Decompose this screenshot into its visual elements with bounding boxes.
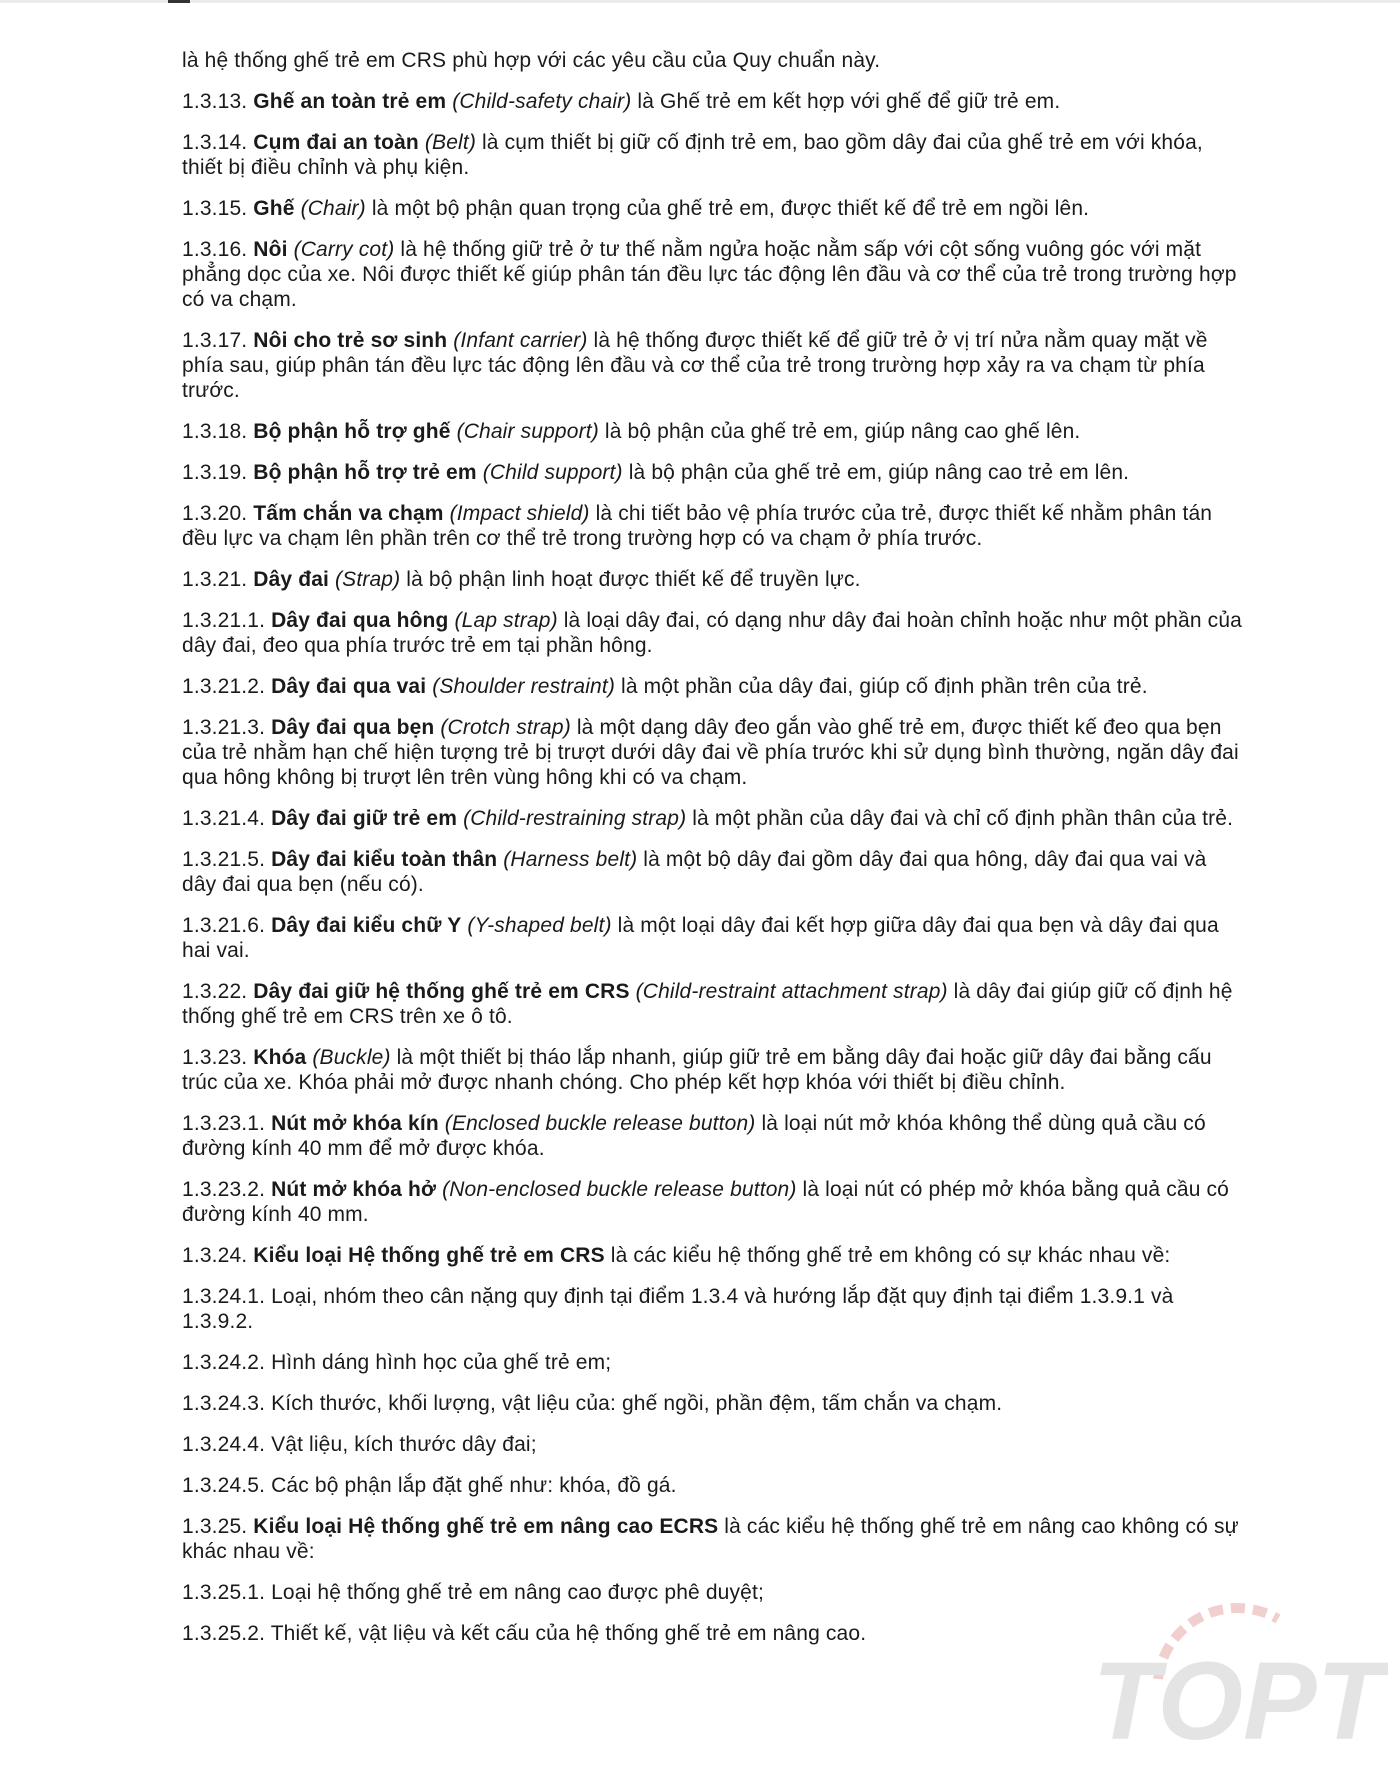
- clause-number: 1.3.25.: [182, 1515, 248, 1538]
- term-english: (Chair): [300, 197, 366, 220]
- clause-number: 1.3.20.: [182, 502, 248, 525]
- term-bold: Cụm đai an toàn: [253, 131, 419, 154]
- paragraph-text: Thiết kế, vật liệu và kết cấu của hệ thống ghế trẻ em nâng cao.: [270, 1622, 867, 1645]
- term-english: (Lap strap): [454, 609, 558, 632]
- term-english: (Non-enclosed buckle release button): [442, 1178, 797, 1201]
- paragraph: [182, 419, 1242, 444]
- topt-watermark-logo: [1088, 1589, 1388, 1759]
- paragraph-text: là dây đai giúp giữ cố định hệ thống ghế trẻ em CRS trên xe ô tô.: [182, 980, 1233, 1028]
- paragraph-text: là một phần của dây đai và chỉ cố định phần thân của trẻ.: [692, 807, 1234, 830]
- paragraph-text: là bộ phận linh hoạt được thiết kế để truyền lực.: [406, 568, 861, 591]
- paragraph-text: Vật liệu, kích thước dây đai;: [271, 1433, 537, 1456]
- term-bold: Nôi: [253, 238, 288, 261]
- paragraph: [182, 196, 1242, 221]
- paragraph: [182, 1621, 1242, 1646]
- clause-number: 1.3.13.: [182, 90, 248, 113]
- paragraph-text: là các kiểu hệ thống ghế trẻ em không có sự khác nhau về:: [610, 1244, 1171, 1267]
- paragraph: [182, 1391, 1242, 1416]
- term-bold: Khóa: [253, 1046, 307, 1069]
- paragraph-text: Các bộ phận lắp đặt ghế như: khóa, đồ gá.: [271, 1474, 677, 1497]
- paragraph: [182, 130, 1242, 180]
- watermark-text: TOPT: [1092, 1640, 1384, 1759]
- term-english: (Harness belt): [503, 848, 638, 871]
- paragraph: [182, 460, 1242, 485]
- paragraph-text: là một thiết bị tháo lắp nhanh, giúp giữ trẻ em bằng dây đai hoặc giữ dây đai bằng cấu trúc của xe. Khóa phải mở được nhanh chóng. Cho phép kết hợp khóa với thiết bị điều chỉnh.: [182, 1046, 1212, 1094]
- paragraph: [182, 1514, 1242, 1564]
- term-english: (Chair support): [456, 420, 599, 443]
- clause-number: 1.3.24.: [182, 1244, 248, 1267]
- paragraph: [182, 913, 1242, 963]
- clause-number: 1.3.19.: [182, 461, 248, 484]
- paragraph: [182, 847, 1242, 897]
- term-bold: Dây đai kiểu toàn thân: [271, 848, 498, 871]
- page-top-edge: [0, 0, 1400, 3]
- term-bold: Bộ phận hỗ trợ trẻ em: [253, 461, 477, 484]
- paragraph: [182, 674, 1242, 699]
- clause-number: 1.3.24.1.: [182, 1285, 266, 1308]
- clause-number: 1.3.23.1.: [182, 1112, 266, 1135]
- paragraph: [182, 1177, 1242, 1227]
- clause-number: 1.3.25.1.: [182, 1581, 266, 1604]
- term-bold: Dây đai qua bẹn: [271, 716, 435, 739]
- clause-number: 1.3.21.1.: [182, 609, 266, 632]
- paragraph-text: là bộ phận của ghế trẻ em, giúp nâng cao trẻ em lên.: [628, 461, 1130, 484]
- term-bold: Nút mở khóa kín: [271, 1112, 439, 1135]
- paragraph-text: là một dạng dây đeo gắn vào ghế trẻ em, được thiết kế đeo qua bẹn của trẻ nhằm hạn chế hiện tượng trẻ bị trượt dưới dây đai về phía trước khi sử dụng bình thường, ngăn dây đai qua hông không bị trượt lên trên vùng hông khi có va chạm.: [182, 716, 1239, 789]
- term-english: (Enclosed buckle release button): [444, 1112, 756, 1135]
- paragraph: [182, 1350, 1242, 1375]
- term-english: (Child-safety chair): [452, 90, 632, 113]
- paragraph: [182, 237, 1242, 312]
- paragraph: [182, 608, 1242, 658]
- paragraph: [182, 806, 1242, 831]
- term-bold: Nút mở khóa hở: [271, 1178, 437, 1201]
- clause-number: 1.3.21.2.: [182, 675, 266, 698]
- paragraph: [182, 1111, 1242, 1161]
- term-bold: Bộ phận hỗ trợ ghế: [253, 420, 451, 443]
- paragraph-text: Kích thước, khối lượng, vật liệu của: ghế ngồi, phần đệm, tấm chắn va chạm.: [271, 1392, 1003, 1415]
- clause-number: 1.3.24.2.: [182, 1351, 266, 1374]
- term-bold: Kiểu loại Hệ thống ghế trẻ em nâng cao ECRS: [253, 1515, 719, 1538]
- paragraph: [182, 1243, 1242, 1268]
- paragraph-text: là hệ thống giữ trẻ ở tư thế nằm ngửa hoặc nằm sấp với cột sống vuông góc với mặt phẳng dọc của xe. Nôi được thiết kế giúp phân tán đều lực tác động lên đầu và cơ thể của trẻ trong trường hợp có va chạm.: [182, 238, 1237, 311]
- term-bold: Dây đai qua hông: [271, 609, 449, 632]
- paragraph-text: là một phần của dây đai, giúp cố định phần trên của trẻ.: [621, 675, 1148, 698]
- paragraph-text: là cụm thiết bị giữ cố định trẻ em, bao gồm dây đai của ghế trẻ em với khóa, thiết bị điều chỉnh và phụ kiện.: [182, 131, 1203, 179]
- paragraph-text: là loại dây đai, có dạng như dây đai hoàn chỉnh hoặc như một phần của dây đai, đeo qua phía trước trẻ em tại phần hông.: [182, 609, 1242, 657]
- paragraph-text: là các kiểu hệ thống ghế trẻ em nâng cao không có sự khác nhau về:: [182, 1515, 1239, 1563]
- clause-number: 1.3.15.: [182, 197, 248, 220]
- paragraph-text: là một bộ phận quan trọng của ghế trẻ em, được thiết kế để trẻ em ngồi lên.: [371, 197, 1090, 220]
- paragraph-text: là một loại dây đai kết hợp giữa dây đai qua bẹn và dây đai qua hai vai.: [182, 914, 1219, 962]
- term-english: (Buckle): [312, 1046, 391, 1069]
- term-bold: Dây đai giữ hệ thống ghế trẻ em CRS: [253, 980, 630, 1003]
- clause-number: 1.3.21.5.: [182, 848, 266, 871]
- paragraph: [182, 1284, 1242, 1334]
- paragraph-text: Loại, nhóm theo cân nặng quy định tại điểm 1.3.4 và hướng lắp đặt quy định tại điểm 1.3.9.1 và 1.3.9.2.: [182, 1285, 1174, 1333]
- paragraph: [182, 501, 1242, 551]
- term-bold: Dây đai: [253, 568, 330, 591]
- clause-number: 1.3.24.4.: [182, 1433, 266, 1456]
- clause-number: 1.3.24.5.: [182, 1474, 266, 1497]
- paragraph: [182, 1473, 1242, 1498]
- paragraph: [182, 89, 1242, 114]
- clause-number: 1.3.24.3.: [182, 1392, 266, 1415]
- clause-number: 1.3.21.3.: [182, 716, 266, 739]
- term-english: (Strap): [335, 568, 401, 591]
- page-top-mark: [168, 0, 190, 3]
- paragraph: [182, 979, 1242, 1029]
- term-bold: Ghế: [253, 197, 295, 220]
- paragraph-text: là chi tiết bảo vệ phía trước của trẻ, được thiết kế nhằm phân tán đều lực va chạm lên phần trên cơ thể trẻ trong trường hợp có va chạm ở phía trước.: [182, 502, 1213, 550]
- term-bold: Tấm chắn va chạm: [253, 502, 444, 525]
- term-english: (Impact shield): [449, 502, 590, 525]
- clause-number: 1.3.18.: [182, 420, 248, 443]
- clause-number: 1.3.21.6.: [182, 914, 266, 937]
- document-page: [182, 48, 1242, 1662]
- paragraph: [182, 567, 1242, 592]
- clause-number: 1.3.25.2.: [182, 1622, 266, 1645]
- clause-number: 1.3.22.: [182, 980, 248, 1003]
- term-english: (Y-shaped belt): [467, 914, 612, 937]
- paragraph: [182, 328, 1242, 403]
- paragraph-text: là bộ phận của ghế trẻ em, giúp nâng cao ghế lên.: [604, 420, 1081, 443]
- term-english: (Carry cot): [293, 238, 395, 261]
- paragraph-text: là hệ thống được thiết kế để giữ trẻ ở vị trí nửa nằm quay mặt về phía sau, giúp phân tán đều lực tác động lên đầu và cơ thể của trẻ trong trường hợp xảy ra va chạm từ phía trước.: [182, 329, 1208, 402]
- term-bold: Ghế an toàn trẻ em: [253, 90, 447, 113]
- term-english: (Child support): [482, 461, 623, 484]
- paragraph-text: là loại nút có phép mở khóa bằng quả cầu có đường kính 40 mm.: [182, 1178, 1230, 1226]
- term-english: (Child-restraining strap): [463, 807, 687, 830]
- paragraph-text: là hệ thống ghế trẻ em CRS phù hợp với các yêu cầu của Quy chuẩn này.: [182, 49, 881, 72]
- term-bold: Kiểu loại Hệ thống ghế trẻ em CRS: [253, 1244, 605, 1267]
- clause-number: 1.3.21.4.: [182, 807, 266, 830]
- clause-number: 1.3.23.2.: [182, 1178, 266, 1201]
- paragraph: [182, 715, 1242, 790]
- paragraph-text: Loại hệ thống ghế trẻ em nâng cao được phê duyệt;: [271, 1581, 764, 1604]
- term-english: (Crotch strap): [440, 716, 571, 739]
- term-english: (Child-restraint attachment strap): [635, 980, 948, 1003]
- term-english: (Shoulder restraint): [432, 675, 615, 698]
- paragraph: [182, 48, 1242, 73]
- term-bold: Dây đai qua vai: [271, 675, 427, 698]
- paragraph-text: là loại nút mở khóa không thể dùng quả cầu có đường kính 40 mm để mở được khóa.: [182, 1112, 1206, 1160]
- clause-number: 1.3.16.: [182, 238, 248, 261]
- clause-number: 1.3.17.: [182, 329, 248, 352]
- term-bold: Dây đai kiểu chữ Y: [271, 914, 462, 937]
- paragraph-text: là một bộ dây đai gồm dây đai qua hông, dây đai qua vai và dây đai qua bẹn (nếu có).: [182, 848, 1207, 896]
- paragraph: [182, 1580, 1242, 1605]
- paragraph: [182, 1432, 1242, 1457]
- term-english: (Belt): [424, 131, 476, 154]
- paragraph-text: là Ghế trẻ em kết hợp với ghế để giữ trẻ em.: [637, 90, 1061, 113]
- paragraph: [182, 1045, 1242, 1095]
- clause-number: 1.3.21.: [182, 568, 248, 591]
- clause-number: 1.3.23.: [182, 1046, 248, 1069]
- term-bold: Dây đai giữ trẻ em: [271, 807, 458, 830]
- term-english: (Infant carrier): [453, 329, 588, 352]
- paragraph-text: Hình dáng hình học của ghế trẻ em;: [271, 1351, 612, 1374]
- clause-number: 1.3.14.: [182, 131, 248, 154]
- term-bold: Nôi cho trẻ sơ sinh: [253, 329, 448, 352]
